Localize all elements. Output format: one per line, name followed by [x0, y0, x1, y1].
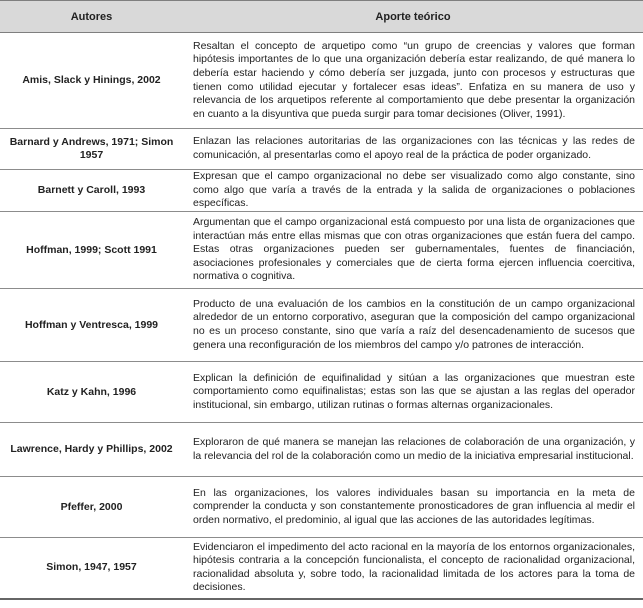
- contribution-cell: Evidenciaron el impedimento del acto racional en la mayoría de los entornos organizacionales, hipótesis contraria a la concepción funcionalista, el concepto de racionalidad organizacional, racionalidad absoluta y, sobre todo, la racionalidad limitada de los actores para la toma de decisiones.: [183, 538, 643, 599]
- author-cell: Hoffman, 1999; Scott 1991: [0, 212, 183, 289]
- header-theoretical-contribution: Aporte teórico: [183, 1, 643, 33]
- contribution-cell: Exploraron de qué manera se manejan las relaciones de colaboración de una organización, y la relevancia del rol de la colaboración como un medio de la iniciativa empresarial institucional.: [183, 423, 643, 477]
- table-row: [0, 423, 643, 477]
- table-row: [0, 362, 643, 423]
- table-row: [0, 538, 643, 599]
- table-header-row: [0, 1, 643, 33]
- contribution-cell: Resaltan el concepto de arquetipo como “un grupo de creencias y valores que forman hipótesis importantes de lo que una organización debería estar realizando, de qué manera lo debería estar haciendo y cómo debería ser juzgada, junto con procesos y estructuras que tienen como utilidad ejecutar y fortalecer esas ideas”. Enfatiza en su manera de uso y relevancia de los arquetipos referente al comportamiento que debe presentar la organización en cuanto a la disyuntiva que pueda surgir para tomar decisiones (Oliver, 1991).: [183, 33, 643, 129]
- table-row: [0, 477, 643, 538]
- table-row: [0, 33, 643, 129]
- contribution-cell: En las organizaciones, los valores individuales basan su importancia en la meta de comprender la conducta y son constantemente pronosticadores de gran influencia al medir el orden normativo, el predominio, al igual que las acciones de las autoridades legítimas.: [183, 477, 643, 538]
- contribution-cell: Expresan que el campo organizacional no debe ser visualizado como algo constante, sino como algo que varía a través de la entrada y la salida de organizaciones o poblaciones específicas.: [183, 170, 643, 212]
- contribution-cell: Explican la definición de equifinalidad y sitúan a las organizaciones que muestran este comportamiento como equifinalistas; estas son las que se ajustan a las reglas del operador institucional, sin embargo, utilizan rutinas o formas alternas organizacionales.: [183, 362, 643, 423]
- contribution-cell: Producto de una evaluación de los cambios en la constitución de un campo organizacional alrededor de un entorno corporativo, aseguran que la composición del campo organizacional no es un proceso constante, sino que varía a raíz del desencadenamiento de sucesos que genera una reconfiguración de los miembros del campo y/o patrones de interacción.: [183, 289, 643, 362]
- header-authors: Autores: [0, 1, 183, 33]
- author-cell: Pfeffer, 2000: [0, 477, 183, 538]
- author-cell: Barnard y Andrews, 1971; Simon 1957: [0, 129, 183, 170]
- author-cell: Amis, Slack y Hinings, 2002: [0, 33, 183, 129]
- table-row: [0, 212, 643, 289]
- contribution-cell: Argumentan que el campo organizacional está compuesto por una lista de organizaciones que interactúan más entre ellas mismas que con otras organizaciones que están fuera del campo. Estas otras organizaciones pueden ser gubernamentales, fuentes de financiación, asociaciones profesionales y comerciales que de cierta forma ejercen influencia coercitiva, normativa o cognitiva.: [183, 212, 643, 289]
- table-row: [0, 289, 643, 362]
- table-row: [0, 170, 643, 212]
- author-cell: Simon, 1947, 1957: [0, 538, 183, 599]
- author-cell: Barnett y Caroll, 1993: [0, 170, 183, 212]
- table-row: [0, 129, 643, 170]
- author-cell: Hoffman y Ventresca, 1999: [0, 289, 183, 362]
- author-cell: Katz y Kahn, 1996: [0, 362, 183, 423]
- contribution-cell: Enlazan las relaciones autoritarias de las organizaciones con las técnicas y las redes de comunicación, al presentarlas como el apoyo real de la práctica de poder organizado.: [183, 129, 643, 170]
- author-cell: Lawrence, Hardy y Phillips, 2002: [0, 423, 183, 477]
